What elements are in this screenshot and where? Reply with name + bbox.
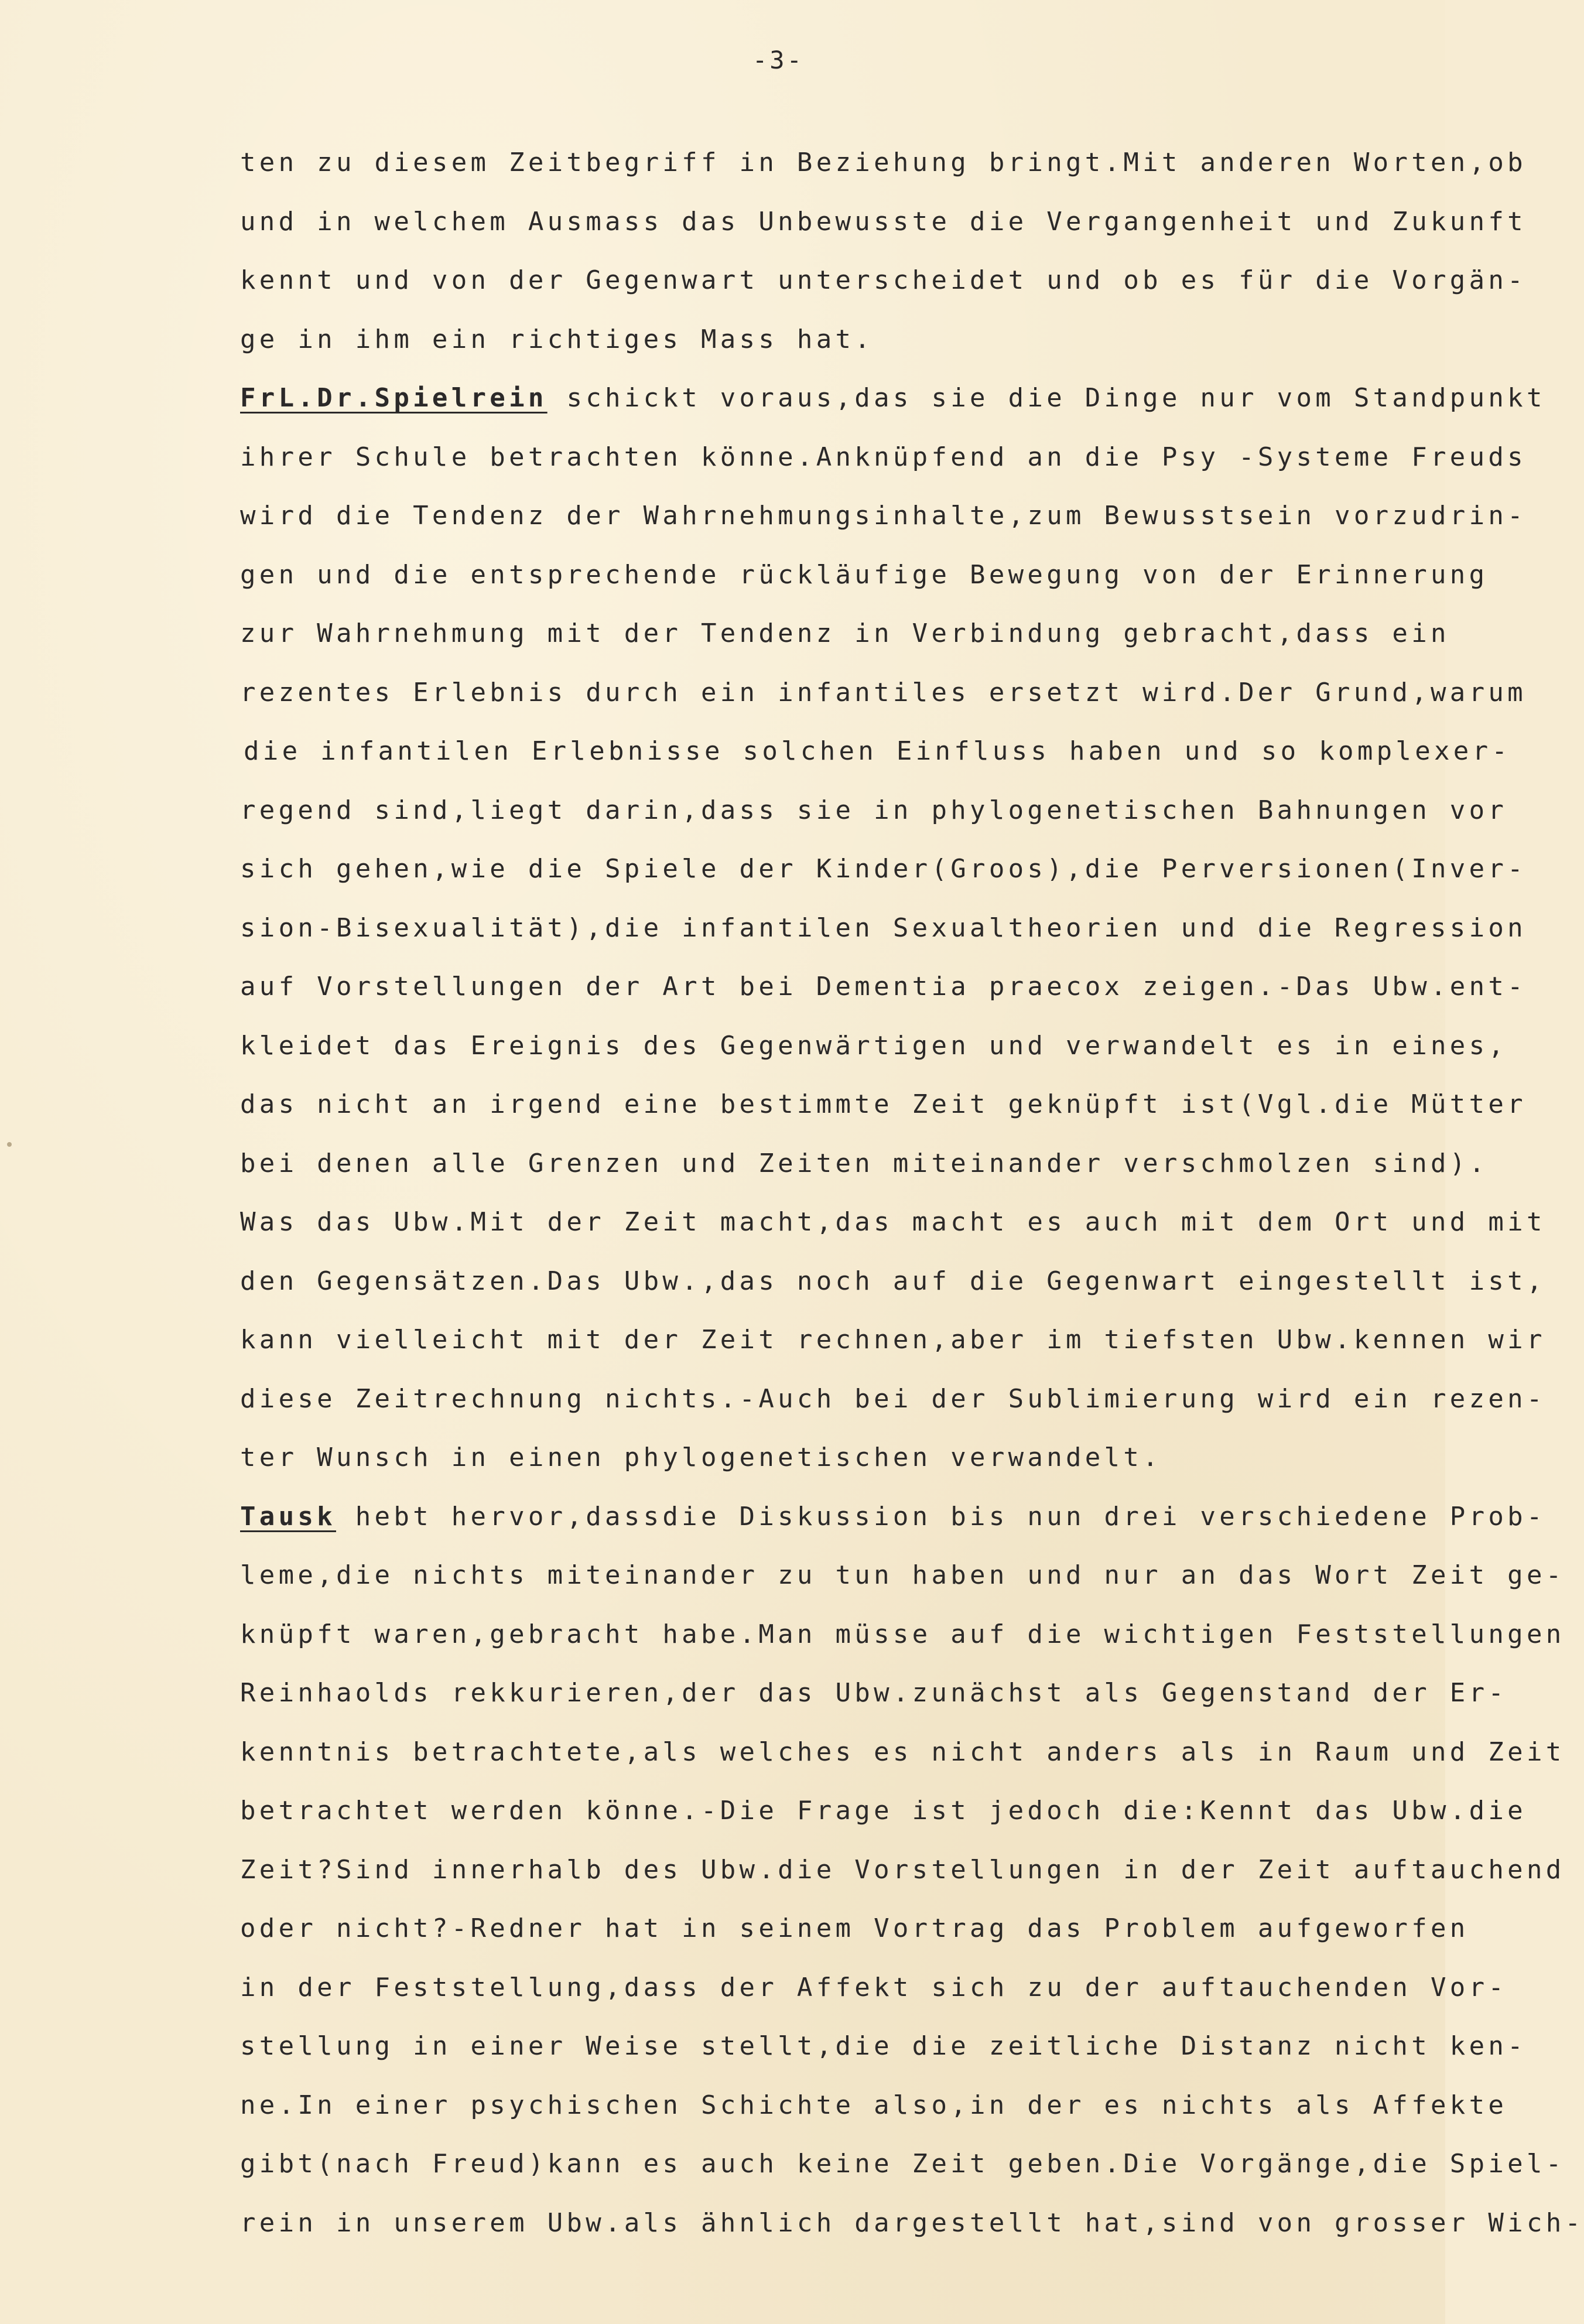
text-line: rezentes Erlebnis durch ein infantiles ersetzt wird.Der Grund,warum — [240, 677, 1527, 708]
text-line: knüpft waren,gebracht habe.Man müsse auf die wichtigen Feststellungen — [240, 1619, 1565, 1649]
text-line: kann vielleicht mit der Zeit rechnen,aber im tiefsten Ubw.kennen wir — [240, 1325, 1546, 1355]
text-line: bei denen alle Grenzen und Zeiten miteinander verschmolzen sind). — [240, 1148, 1489, 1178]
text-line: die infantilen Erlebnisse solchen Einfluss haben und so komplexer- — [244, 736, 1511, 766]
text-line: rein in unserem Ubw.als ähnlich dargestellt hat,sind von grosser Wich- — [240, 2207, 1584, 2238]
text-line: zur Wahrnehmung mit der Tendenz in Verbindung gebracht,dass ein — [240, 618, 1450, 648]
paper-speck — [7, 1142, 12, 1147]
text-line: in der Feststellung,dass der Affekt sich zu der auftauchenden Vor- — [240, 1972, 1508, 2002]
text-line: diese Zeitrechnung nichts.-Auch bei der Sublimierung wird ein rezen- — [240, 1383, 1546, 1414]
speaker-name: FrL.Dr.Spielrein — [240, 383, 548, 413]
text-line: leme,die nichts miteinander zu tun haben und nur an das Wort Zeit ge- — [240, 1560, 1565, 1590]
text-line: sich gehen,wie die Spiele der Kinder(Groos),die Perversionen(Inver- — [240, 854, 1527, 884]
text-line: und in welchem Ausmass das Unbewusste die Vergangenheit und Zukunft — [240, 206, 1527, 237]
text-line: oder nicht?-Redner hat in seinem Vortrag das Problem aufgeworfen — [240, 1913, 1469, 1943]
text-line: ten zu diesem Zeitbegriff in Beziehung bringt.Mit anderen Worten,ob — [240, 148, 1527, 177]
page-number: -3- — [752, 46, 804, 74]
speaker-name: Tausk — [240, 1501, 336, 1532]
text-line: stellung in einer Weise stellt,die die zeitliche Distanz nicht ken- — [240, 2031, 1527, 2061]
text-line: ge in ihm ein richtiges Mass hat. — [240, 324, 874, 354]
text-line: ne.In einer psychischen Schichte also,in der es nichts als Affekte — [240, 2090, 1508, 2120]
text-line: regend sind,liegt darin,dass sie in phylogenetischen Bahnungen vor — [240, 795, 1508, 825]
text-line: sion-Bisexualität),die infantilen Sexualtheorien und die Regression — [240, 912, 1527, 943]
text-line: ihrer Schule betrachten könne.Anknüpfend an die Psy -Systeme Freuds — [240, 442, 1527, 472]
text-line: gen und die entsprechende rückläufige Bewegung von der Erinnerung — [240, 559, 1489, 590]
text-line: gibt(nach Freud)kann es auch keine Zeit geben.Die Vorgänge,die Spiel- — [240, 2149, 1565, 2179]
text-line: Zeit?Sind innerhalb des Ubw.die Vorstellungen in der Zeit auftauchend — [240, 1854, 1565, 1885]
text-line: betrachtet werden könne.-Die Frage ist jedoch die:Kennt das Ubw.die — [240, 1796, 1527, 1826]
text-line: FrL.Dr.Spielrein schickt voraus,das sie die Dinge nur vom Standpunkt — [240, 383, 1546, 413]
text-line: kleidet das Ereignis des Gegenwärtigen und verwandelt es in eines, — [240, 1030, 1508, 1061]
text-line: wird die Tendenz der Wahrnehmungsinhalte,zum Bewusstsein vorzudrin- — [240, 501, 1527, 531]
typewritten-body — [240, 134, 1584, 2253]
text-line: das nicht an irgend eine bestimmte Zeit geknüpft ist(Vgl.die Mütter — [240, 1089, 1527, 1119]
text-line: Tausk hebt hervor,dassdie Diskussion bis nun drei verschiedene Prob- — [240, 1501, 1546, 1532]
text-line: kennt und von der Gegenwart unterscheidet und ob es für die Vorgän- — [240, 265, 1527, 295]
text-line: Was das Ubw.Mit der Zeit macht,das macht es auch mit dem Ort und mit — [240, 1207, 1546, 1237]
text-line: auf Vorstellungen der Art bei Dementia praecox zeigen.-Das Ubw.ent- — [240, 972, 1527, 1002]
text-line: Reinhaolds rekkurieren,der das Ubw.zunächst als Gegenstand der Er- — [240, 1678, 1508, 1708]
text-line: kenntnis betrachtete,als welches es nicht anders als in Raum und Zeit — [240, 1737, 1565, 1767]
text-line: den Gegensätzen.Das Ubw.,das noch auf die Gegenwart eingestellt ist, — [240, 1266, 1546, 1296]
text-line: ter Wunsch in einen phylogenetischen verwandelt. — [240, 1443, 1162, 1472]
